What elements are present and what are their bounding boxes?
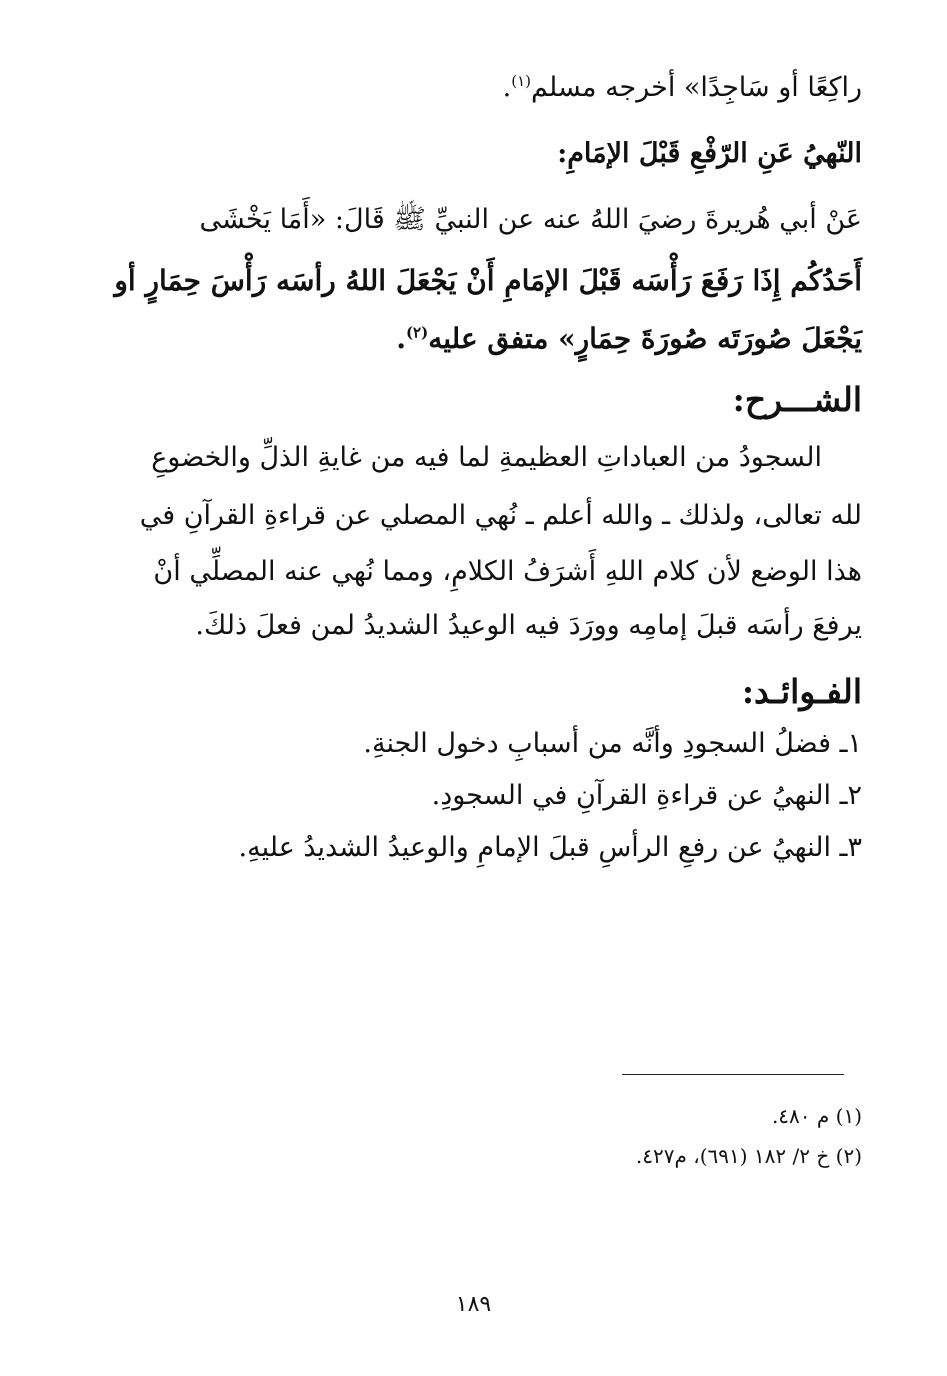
- section-heading-fawaid: الفـوائـد:: [741, 672, 862, 711]
- page-number: ١٨٩: [455, 1292, 492, 1317]
- sharh-line-2: لله تعالى، ولذلك ـ والله أعلم ـ نُهي المصلي عن قراءةِ القرآنِ في: [139, 500, 862, 531]
- footnote-ref-2: (٢): [405, 323, 429, 342]
- footnote-ref-1: (١): [511, 72, 532, 90]
- continuation-text: راكِعًا أو سَاجِدًا» أخرجه مسلم: [531, 72, 862, 103]
- hadith-line-1: عَنْ أبي هُريرةَ رضيَ اللهُ عنه عن النبيِّ ﷺ قَالَ: «أَمَا يَخْشَى: [199, 204, 862, 235]
- hadith-line-3-text: يَجْعَلَ صُورَتَه صُورَةَ حِمَارٍ» متفق عليه: [428, 322, 862, 355]
- benefit-item-3: ٣ـ النهيُ عن رفعِ الرأسِ قبلَ الإمامِ والوعيدُ الشديدُ عليهِ.: [238, 832, 862, 863]
- heading-prohibition: النّهيُ عَنِ الرّفْعِ قَبْلَ الإمَامِ:: [557, 138, 862, 169]
- continuation-line: [503, 72, 862, 104]
- hadith-line-3: [396, 322, 862, 356]
- benefit-item-2: ٢ـ النهيُ عن قراءةِ القرآنِ في السجودِ.: [431, 780, 862, 811]
- sharh-line-1: السجودُ من العباداتِ العظيمةِ لما فيه من غايةِ الذلِّ والخضوعِ: [151, 442, 822, 473]
- benefit-item-1: ١ـ فضلُ السجودِ وأنَّه من أسبابِ دخول الجنةِ.: [363, 728, 862, 759]
- hadith-line-2: أَحَدُكُم إِذَا رَفَعَ رَأْسَه قَبْلَ الإمَامِ أَنْ يَجْعَلَ اللهُ رأسَه رَأْسَ حِمَارٍ أو: [114, 264, 862, 297]
- section-heading-sharh: الشـــرح:: [732, 380, 862, 419]
- line-end-mark: .: [396, 322, 406, 355]
- line-end-mark: .: [502, 72, 512, 103]
- footnote-2: (٢) خ ٢/ ١٨٢ (٦٩١)، م٤٢٧.: [635, 1144, 862, 1168]
- sharh-line-4: يرفعَ رأسَه قبلَ إمامِه وورَدَ فيه الوعيدُ الشديدُ لمن فعلَ ذلكَ.: [195, 610, 862, 641]
- footnote-1: (١) م ٤٨٠.: [771, 1104, 862, 1128]
- footnote-separator: [622, 1074, 844, 1075]
- sharh-line-3: هذا الوضع لأن كلام اللهِ أَشرَفُ الكلامِ، ومما نُهي عنه المصلِّي أنْ: [153, 556, 862, 587]
